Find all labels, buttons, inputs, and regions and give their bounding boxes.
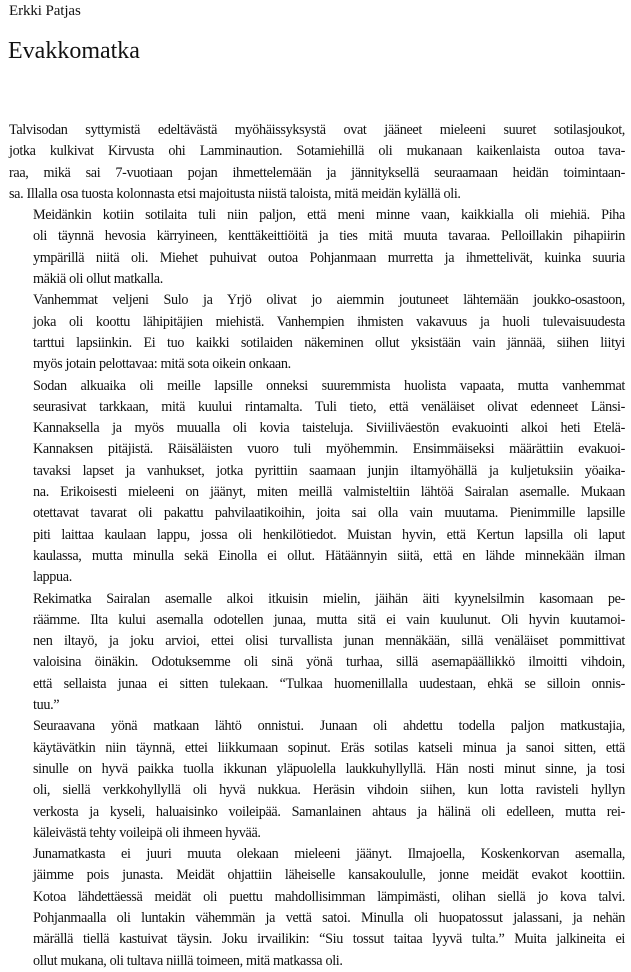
author-name: Erkki Patjas — [9, 3, 81, 19]
text-line: piti laittaa kaulaan lappu, jossa oli henkilötiedot. Muistan hyvin, että Kertun lapsilla oli laput — [33, 526, 625, 543]
text-line: tarttui lapsiinkin. Ei tuo kaikki sotilaiden näkeminen ollut yksistään vain jännää, siihen liityi — [33, 334, 625, 351]
text-line: Seuraavana yönä matkaan lähtö onnistui. Junaan oli ahdettu todella paljon matkustajia, — [33, 718, 625, 735]
document-title: Evakkomatka — [8, 38, 140, 64]
text-line: Sodan alkuaika oli meille lapsille onneksi suuremmista huolista vapaata, mutta vanhemmat — [33, 377, 625, 394]
document-body — [9, 120, 625, 972]
paragraph — [9, 205, 625, 290]
text-line: oli, siellä verkkohyllyllä oli hyvä nukkua. Heräsin vihdoin siihen, kun lotta ravisteli hyllyn — [33, 782, 625, 799]
text-line: märällä tiellä kastuivat täysin. Joku irvailikin: “Siu tossut taitaa lyyvä tulta.” Muita jalkineita ei — [33, 931, 625, 948]
text-line: ympärillä niitä oli. Miehet puhuivat outoa Pohjanmaan murretta ja ihmettelivät, kuinka suuria — [33, 249, 625, 266]
paragraph — [9, 290, 625, 375]
text-line: Pohjanmaalla oli luntakin vähemmän ja vettä satoi. Minulla oli huopatossut jalassani, ja nehän — [33, 909, 625, 926]
text-line: Talvisodan syttymistä edeltävästä myöhäissyksystä ovat jääneet mieleeni suuret sotilasjoukot, — [9, 122, 625, 138]
text-line: jotka kulkivat Kirvusta ohi Lamminaution. Sotamiehillä oli mukanaan kaikenlaista outoa tava- — [9, 143, 625, 160]
text-line: Kannaksen pitäjistä. Räisäläisten vuoro tuli myöhemmin. Ensimmäiseksi määrättiin evakuoi- — [33, 441, 625, 458]
text-line: verkosta ja kyseli, haluaisinko voileipää. Samanlainen ahtaus ja hälinä oli edelleen, mutta rei- — [33, 803, 625, 820]
text-line: sa. Illalla osa tuosta kolonnasta etsi majoitusta niistä taloista, mitä meidän kylällä oli. — [9, 185, 461, 202]
text-line: na. Erikoisesti mieleeni on jäänyt, miten meillä valmisteltiin lähtöä Sairalan asemalle. Mukaan — [33, 484, 625, 501]
text-line: myös jotain pelottavaa: mitä sota oikein onkaan. — [33, 356, 291, 373]
text-line: Vanhemmat veljeni Sulo ja Yrjö olivat jo aiemmin joutuneet lähtemään joukko-osastoon, — [33, 292, 625, 309]
text-line: mäkiä oli ollut matkalla. — [33, 271, 163, 288]
text-line: sinulle on hyvä paikka tuolla ikkunan yläpuolella laukkuhyllyllä. Hän nosti minut sinne, ja tosi — [33, 760, 625, 777]
text-line: seurasivat tarkkaan, mitä kuului rintamalta. Tuli tieto, että venäläiset olivat edenneet Länsi- — [33, 398, 625, 415]
text-line: oli täynnä hevosia kärryineen, kenttäkeittiöitä ja ties mitä muuta tavaraa. Pelloillakin pihapiirin — [33, 228, 625, 245]
text-line: ollut mukana, oli tultava niillä toimeen, mitä matkassa oli. — [33, 952, 343, 969]
paragraph — [9, 120, 625, 205]
text-line: että sellaista junaa ei sitten tulekaan. “Tulkaa huomenillalla uudestaan, ehkä se silloin onnis- — [33, 675, 625, 692]
paragraph — [9, 589, 625, 717]
text-line: otettavat tavarat oli pakattu pahvilaatikoihin, joita sai olla vain muutama. Pienimmille lapsille — [33, 505, 625, 522]
paragraph — [9, 376, 625, 589]
text-line: käleivästä tehty voileipä oli ihmeen hyvää. — [33, 824, 261, 841]
text-line: Rekimatka Sairalan asemalle alkoi itkuisin mielin, jäihän äiti kyynelsilmin kasomaan pe- — [33, 590, 625, 607]
text-line: Meidänkin kotiin sotilaita tuli niin paljon, että meni minne vaan, kaikkialla oli miehiä. Piha — [33, 207, 625, 224]
text-line: Kotoa lähdettäessä meidät oli puettu mahdollisimman lämpimästi, olihan siellä jo kova talvi. — [33, 888, 625, 905]
text-line: räämme. Ilta kului asemalla odotellen junaa, mutta sitä ei vain kuulunut. Oli hyvin kuutamoi- — [33, 611, 625, 628]
text-line: käytävätkin niin täynnä, ettei liikkumaan sopinut. Eräs sotilas katseli minua ja sanoi sitten, että — [33, 739, 625, 756]
text-line: joka oli koottu lähipitäjien miehistä. Vanhempien ihmisten vakavuus ja huoli tulevaisuudesta — [33, 313, 625, 330]
text-line: kaulassa, mutta minulla sekä Einolla ei ollut. Hätäännyin siitä, että en lähde minnekään ilman — [33, 547, 625, 564]
text-line: jäimme pois junasta. Meidät ohjattiin läheiselle kansakoululle, jonne meidät evakot koottiin. — [33, 867, 625, 884]
text-line: raa, mikä sai 7-vuotiaan pojan ihmettelemään ja jännityksellä seuraamaan heidän toimintaan- — [9, 164, 625, 181]
text-line: valoisina öinäkin. Odotuksemme oli sinä yönä turhaa, sillä asemapäällikkö ilmoitti vihdoin, — [33, 654, 625, 671]
paragraph — [9, 716, 625, 844]
text-line: Kannaksella ja myös muualla oli kovia taisteluja. Siviiliväestön evakuointi alkoi heti Etelä- — [33, 420, 625, 437]
text-line: nen iltayö, ja joku arvioi, ettei olisi turvallista junan mennäkään, sillä venäläiset pommittivat — [33, 633, 625, 650]
text-line: Junamatkasta ei juuri muuta olekaan mieleeni jäänyt. Ilmajoella, Koskenkorvan asemalla, — [33, 846, 625, 863]
text-line: tavaksi lapset ja vanhukset, jotka pyrittiin saamaan junjin iltamyöhällä ja kuljetuksiin yöaika- — [33, 462, 625, 479]
paragraph — [9, 844, 625, 972]
text-line: lappua. — [33, 569, 72, 586]
text-line: tuu.” — [33, 697, 60, 714]
